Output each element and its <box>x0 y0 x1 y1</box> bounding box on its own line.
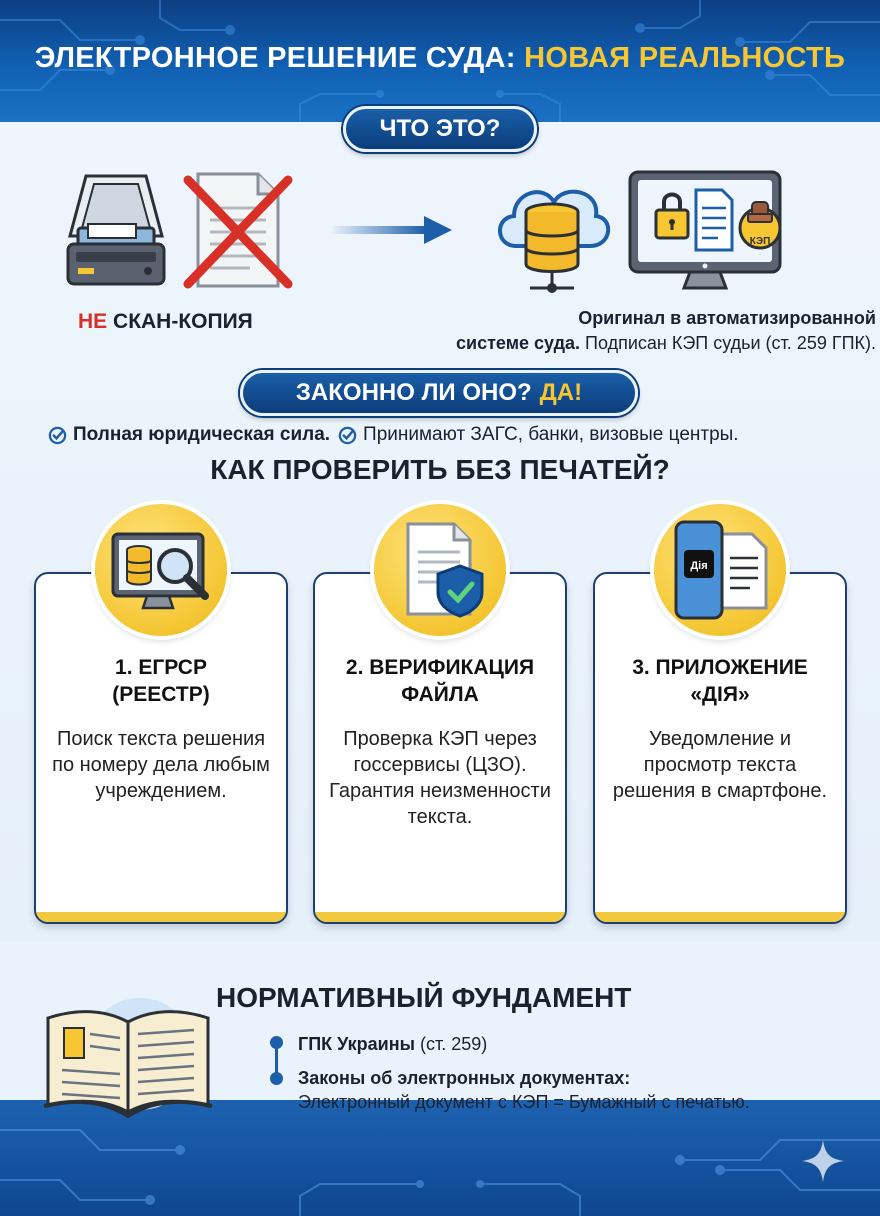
registry-badge <box>95 504 227 636</box>
monitor-search-icon <box>95 504 227 636</box>
verification-badge <box>374 504 506 636</box>
legal-point-1: Полная юридическая сила. <box>73 424 331 445</box>
card-accent-bar <box>36 912 286 922</box>
crossed-document-icon <box>180 168 296 292</box>
arrow-right-icon <box>330 212 454 248</box>
smartphone-document-icon <box>654 504 786 636</box>
pill-is-it-legal: ЗАКОННО ЛИ ОНО? ДА! <box>240 370 638 416</box>
page-title: ЭЛЕКТРОННОЕ РЕШЕНИЕ СУДА: НОВАЯ РЕАЛЬНОСТЬ <box>34 42 846 74</box>
check-circle-icon <box>48 426 67 445</box>
foundation-item-1: ГПК Украины (ст. 259) <box>298 1034 488 1054</box>
header-banner <box>0 0 880 122</box>
legal-points <box>48 424 739 446</box>
pill-what-is-it: ЧТО ЭТО? <box>343 106 537 152</box>
card-text: Поиск текста решения по номеру дела любым учреждением. <box>52 728 270 802</box>
open-book-icon <box>40 994 220 1120</box>
monitor-signed-document-icon <box>626 168 784 296</box>
check-circle-icon <box>338 426 357 445</box>
timeline-dot <box>270 1072 283 1085</box>
card-text: Проверка КЭП через госсервисы (ЦЗО). Гарантия неизменности текста. <box>329 728 551 828</box>
scanner-icon <box>64 166 168 294</box>
diia-badge <box>654 504 786 636</box>
card-accent-bar <box>595 912 845 922</box>
legal-point-2: Принимают ЗАГС, банки, визовые центры. <box>363 424 739 445</box>
stamp-label: КЭП <box>749 236 771 247</box>
card-title: 1. ЕГРСР (РЕЕСТР) <box>112 656 210 706</box>
cloud-database-icon <box>490 166 614 298</box>
verify-section-title: КАК ПРОВЕРИТЬ БЕЗ ПЕЧАТЕЙ? <box>210 454 670 485</box>
sparkle-icon <box>800 1138 846 1184</box>
diia-app-label: Дія <box>690 560 708 572</box>
timeline-dot <box>270 1036 283 1049</box>
card-title: 3. ПРИЛОЖЕНИЕ «ДІЯ» <box>632 656 808 706</box>
title-accent: НОВАЯ РЕАЛЬНОСТЬ <box>524 42 846 74</box>
original-description: Оригинал в автоматизированной системе суда. Подписан КЭП судьи (ст. 259 ГПК). <box>456 308 876 353</box>
card-text: Уведомление и просмотр текста решения в смартфоне. <box>612 728 828 802</box>
foundation-title: НОРМАТИВНЫЙ ФУНДАМЕНТ <box>216 982 632 1013</box>
card-accent-bar <box>315 912 565 922</box>
not-scan-copy-label: НЕ СКАН-КОПИЯ <box>78 310 253 333</box>
document-shield-icon <box>374 504 506 636</box>
foundation-item-2: Законы об электронных документах: Электронный документ с КЭП = Бумажный с печатью. <box>298 1068 750 1112</box>
card-title: 2. ВЕРИФИКАЦИЯ ФАЙЛА <box>345 656 535 706</box>
